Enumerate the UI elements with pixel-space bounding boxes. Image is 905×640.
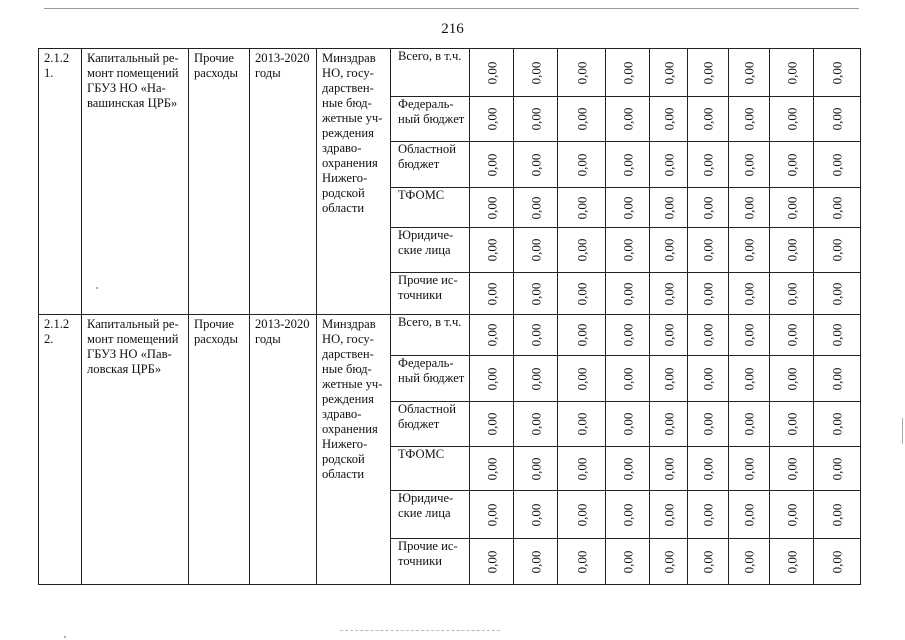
amount-value: 0,00: [829, 457, 845, 480]
amount-cell: [606, 539, 650, 585]
amount-cell: [688, 539, 729, 585]
amount-value: 0,00: [484, 196, 499, 219]
amount-cell: [650, 273, 688, 315]
amount-value: 0,00: [829, 367, 845, 390]
amount-cell: [470, 228, 514, 273]
amount-value: 0,00: [661, 282, 676, 305]
amount-value: 0,00: [484, 107, 499, 131]
amount-value: 0,00: [528, 282, 543, 305]
amount-cell: [470, 539, 514, 585]
executor: Минздрав НО, госу- дарствен- ные бюд- жетные уч- реждения здраво- охранения Нижего- родской области: [317, 49, 391, 315]
amount-value: 0,00: [620, 323, 635, 347]
amount-cell: [814, 402, 861, 447]
amount-cell: [606, 142, 650, 188]
top-rule: [44, 8, 859, 9]
amount-value: 0,00: [700, 367, 716, 390]
amount-cell: [558, 273, 606, 315]
amount-value: 0,00: [784, 367, 799, 390]
amount-value: 0,00: [620, 367, 635, 390]
amount-cell: [650, 49, 688, 97]
amount-value: 0,00: [574, 503, 589, 526]
amount-cell: [688, 97, 729, 142]
amount-value: 0,00: [784, 61, 799, 84]
amount-cell: [814, 356, 861, 402]
amount-value: 0,00: [484, 412, 499, 436]
amount-cell: [650, 228, 688, 273]
amount-value: 0,00: [700, 412, 716, 436]
amount-cell: [558, 97, 606, 142]
funding-source: Федераль- ный бюджет: [391, 356, 470, 402]
funding-source: ТФОМС: [391, 447, 470, 491]
amount-cell: [770, 142, 814, 188]
amount-cell: [606, 356, 650, 402]
amount-cell: [558, 539, 606, 585]
amount-value: 0,00: [620, 153, 635, 176]
amount-value: 0,00: [784, 412, 799, 436]
amount-value: 0,00: [741, 550, 757, 573]
amount-value: 0,00: [784, 503, 799, 526]
amount-value: 0,00: [784, 238, 799, 262]
amount-value: 0,00: [661, 238, 676, 262]
amount-cell: [770, 315, 814, 356]
amount-cell: [650, 491, 688, 539]
amount-cell: [650, 97, 688, 142]
amount-cell: [514, 273, 558, 315]
amount-value: 0,00: [620, 238, 635, 262]
funding-source: Областной бюджет: [391, 142, 470, 188]
amount-cell: [688, 356, 729, 402]
amount-value: 0,00: [700, 196, 716, 219]
amount-cell: [814, 142, 861, 188]
amount-cell: [470, 315, 514, 356]
amount-value: 0,00: [484, 61, 499, 84]
amount-cell: [514, 97, 558, 142]
amount-value: 0,00: [528, 550, 543, 573]
scan-artifact-line: [340, 630, 500, 631]
amount-cell: [606, 49, 650, 97]
amount-value: 0,00: [528, 153, 543, 176]
page-number: 216: [441, 21, 464, 37]
amount-cell: [729, 97, 770, 142]
amount-value: 0,00: [484, 550, 499, 573]
amount-value: 0,00: [484, 457, 499, 480]
amount-value: 0,00: [620, 412, 635, 436]
amount-value: 0,00: [661, 153, 676, 176]
amount-cell: [688, 315, 729, 356]
amount-value: 0,00: [661, 323, 676, 347]
funding-table: [38, 48, 861, 585]
amount-value: 0,00: [528, 61, 543, 84]
amount-value: 0,00: [484, 238, 499, 262]
amount-value: 0,00: [741, 282, 757, 305]
amount-cell: [470, 273, 514, 315]
amount-value: 0,00: [661, 61, 676, 84]
amount-value: 0,00: [829, 503, 845, 526]
scan-artifact-dot: [64, 636, 66, 638]
amount-cell: [470, 447, 514, 491]
amount-cell: [814, 49, 861, 97]
amount-cell: [514, 142, 558, 188]
amount-cell: [606, 491, 650, 539]
amount-value: 0,00: [741, 412, 757, 436]
amount-cell: [606, 447, 650, 491]
amount-value: 0,00: [700, 61, 716, 84]
amount-cell: [606, 402, 650, 447]
amount-cell: [514, 315, 558, 356]
amount-value: 0,00: [700, 550, 716, 573]
amount-value: 0,00: [829, 238, 845, 262]
amount-value: 0,00: [574, 61, 589, 84]
amount-cell: [729, 402, 770, 447]
amount-value: 0,00: [620, 282, 635, 305]
amount-cell: [650, 539, 688, 585]
funding-source: Всего, в т.ч.: [391, 49, 470, 97]
amount-cell: [688, 142, 729, 188]
amount-value: 0,00: [784, 550, 799, 573]
amount-value: 0,00: [620, 107, 635, 131]
amount-value: 0,00: [829, 550, 845, 573]
amount-cell: [514, 539, 558, 585]
amount-value: 0,00: [829, 323, 845, 347]
amount-value: 0,00: [700, 107, 716, 131]
amount-cell: [470, 49, 514, 97]
amount-cell: [770, 97, 814, 142]
amount-value: 0,00: [574, 153, 589, 176]
amount-cell: [606, 315, 650, 356]
funding-source: Прочие ис- точники: [391, 539, 470, 585]
amount-value: 0,00: [620, 550, 635, 573]
funding-source: Федераль- ный бюджет: [391, 97, 470, 142]
amount-cell: [814, 315, 861, 356]
amount-value: 0,00: [528, 412, 543, 436]
amount-value: 0,00: [528, 238, 543, 262]
funding-source: Областной бюджет: [391, 402, 470, 447]
amount-cell: [770, 491, 814, 539]
amount-cell: [729, 356, 770, 402]
amount-value: 0,00: [574, 457, 589, 480]
amount-value: 0,00: [829, 196, 845, 219]
amount-value: 0,00: [741, 457, 757, 480]
amount-value: 0,00: [829, 282, 845, 305]
amount-value: 0,00: [741, 367, 757, 390]
amount-cell: [729, 491, 770, 539]
amount-value: 0,00: [741, 107, 757, 131]
scan-artifact-dot: [96, 287, 98, 289]
amount-value: 0,00: [741, 61, 757, 84]
amount-value: 0,00: [528, 107, 543, 131]
amount-cell: [770, 539, 814, 585]
amount-value: 0,00: [784, 153, 799, 176]
amount-value: 0,00: [829, 107, 845, 131]
amount-cell: [606, 228, 650, 273]
amount-cell: [770, 402, 814, 447]
amount-value: 0,00: [528, 367, 543, 390]
amount-value: 0,00: [484, 153, 499, 176]
amount-cell: [514, 491, 558, 539]
amount-cell: [650, 356, 688, 402]
amount-value: 0,00: [620, 196, 635, 219]
amount-cell: [814, 97, 861, 142]
expense-type: Прочие расходы: [189, 315, 250, 585]
amount-cell: [729, 188, 770, 228]
amount-cell: [729, 142, 770, 188]
amount-cell: [514, 49, 558, 97]
amount-value: 0,00: [484, 323, 499, 347]
amount-value: 0,00: [484, 367, 499, 390]
amount-cell: [729, 447, 770, 491]
section-code: 2.1.2 2.: [39, 315, 82, 585]
amount-cell: [688, 273, 729, 315]
amount-cell: [729, 228, 770, 273]
amount-cell: [558, 188, 606, 228]
amount-cell: [688, 447, 729, 491]
amount-cell: [770, 188, 814, 228]
amount-cell: [558, 228, 606, 273]
expense-type: Прочие расходы: [189, 49, 250, 315]
amount-value: 0,00: [829, 61, 845, 84]
amount-value: 0,00: [661, 196, 676, 219]
amount-value: 0,00: [700, 238, 716, 262]
amount-value: 0,00: [784, 196, 799, 219]
amount-cell: [814, 447, 861, 491]
funding-source: Прочие ис- точники: [391, 273, 470, 315]
item-name: Капитальный ре- монт помещений ГБУЗ НО «На- вашинская ЦРБ»: [82, 49, 189, 315]
amount-cell: [650, 402, 688, 447]
section-code: 2.1.2 1.: [39, 49, 82, 315]
amount-cell: [729, 315, 770, 356]
amount-cell: [514, 356, 558, 402]
period: 2013-2020 годы: [250, 315, 317, 585]
amount-cell: [470, 356, 514, 402]
amount-cell: [606, 97, 650, 142]
amount-value: 0,00: [829, 412, 845, 436]
amount-cell: [770, 228, 814, 273]
amount-value: 0,00: [661, 457, 676, 480]
amount-value: 0,00: [661, 503, 676, 526]
amount-value: 0,00: [784, 457, 799, 480]
table-row: [39, 49, 861, 97]
amount-cell: [514, 402, 558, 447]
amount-value: 0,00: [661, 550, 676, 573]
amount-value: 0,00: [574, 282, 589, 305]
amount-value: 0,00: [574, 323, 589, 347]
amount-cell: [558, 491, 606, 539]
amount-value: 0,00: [528, 196, 543, 219]
amount-cell: [558, 315, 606, 356]
scan-artifact-mark: [902, 418, 903, 444]
amount-cell: [514, 447, 558, 491]
amount-cell: [650, 315, 688, 356]
amount-cell: [606, 273, 650, 315]
amount-cell: [814, 188, 861, 228]
amount-cell: [729, 539, 770, 585]
amount-value: 0,00: [661, 367, 676, 390]
amount-cell: [558, 142, 606, 188]
amount-cell: [729, 273, 770, 315]
amount-cell: [770, 356, 814, 402]
amount-value: 0,00: [741, 323, 757, 347]
amount-cell: [650, 142, 688, 188]
amount-cell: [470, 188, 514, 228]
amount-cell: [558, 356, 606, 402]
amount-value: 0,00: [700, 503, 716, 526]
amount-value: 0,00: [741, 153, 757, 176]
amount-cell: [558, 447, 606, 491]
amount-cell: [514, 188, 558, 228]
amount-value: 0,00: [620, 503, 635, 526]
amount-value: 0,00: [574, 107, 589, 131]
amount-value: 0,00: [528, 457, 543, 480]
amount-cell: [688, 228, 729, 273]
amount-value: 0,00: [741, 196, 757, 219]
amount-cell: [814, 539, 861, 585]
amount-cell: [814, 273, 861, 315]
table-row: [39, 315, 861, 356]
funding-source: Юридиче- ские лица: [391, 491, 470, 539]
amount-cell: [558, 49, 606, 97]
amount-cell: [688, 49, 729, 97]
amount-value: 0,00: [484, 503, 499, 526]
amount-value: 0,00: [784, 323, 799, 347]
amount-cell: [814, 491, 861, 539]
amount-cell: [688, 402, 729, 447]
amount-cell: [770, 49, 814, 97]
amount-value: 0,00: [829, 153, 845, 176]
amount-value: 0,00: [620, 61, 635, 84]
amount-cell: [770, 447, 814, 491]
amount-cell: [650, 188, 688, 228]
funding-source: ТФОМС: [391, 188, 470, 228]
amount-cell: [470, 491, 514, 539]
amount-cell: [606, 188, 650, 228]
period: 2013-2020 годы: [250, 49, 317, 315]
funding-source: Всего, в т.ч.: [391, 315, 470, 356]
amount-value: 0,00: [741, 238, 757, 262]
amount-cell: [470, 142, 514, 188]
funding-source: Юридиче- ские лица: [391, 228, 470, 273]
amount-value: 0,00: [574, 550, 589, 573]
amount-value: 0,00: [700, 457, 716, 480]
amount-cell: [514, 228, 558, 273]
amount-value: 0,00: [484, 282, 499, 305]
amount-cell: [688, 188, 729, 228]
amount-value: 0,00: [574, 196, 589, 219]
amount-cell: [558, 402, 606, 447]
amount-value: 0,00: [574, 412, 589, 436]
amount-cell: [814, 228, 861, 273]
item-name: Капитальный ре- монт помещений ГБУЗ НО «Пав- ловская ЦРБ»: [82, 315, 189, 585]
amount-cell: [470, 402, 514, 447]
amount-cell: [470, 97, 514, 142]
amount-value: 0,00: [700, 323, 716, 347]
amount-value: 0,00: [661, 412, 676, 436]
amount-cell: [770, 273, 814, 315]
amount-cell: [729, 49, 770, 97]
amount-cell: [688, 491, 729, 539]
amount-value: 0,00: [741, 503, 757, 526]
amount-value: 0,00: [528, 503, 543, 526]
amount-value: 0,00: [784, 107, 799, 131]
amount-value: 0,00: [661, 107, 676, 131]
executor: Минздрав НО, госу- дарствен- ные бюд- жетные уч- реждения здраво- охранения Нижего- родской области: [317, 315, 391, 585]
amount-cell: [650, 447, 688, 491]
amount-value: 0,00: [700, 282, 716, 305]
amount-value: 0,00: [574, 238, 589, 262]
amount-value: 0,00: [528, 323, 543, 347]
amount-value: 0,00: [700, 153, 716, 176]
amount-value: 0,00: [620, 457, 635, 480]
amount-value: 0,00: [784, 282, 799, 305]
amount-value: 0,00: [574, 367, 589, 390]
